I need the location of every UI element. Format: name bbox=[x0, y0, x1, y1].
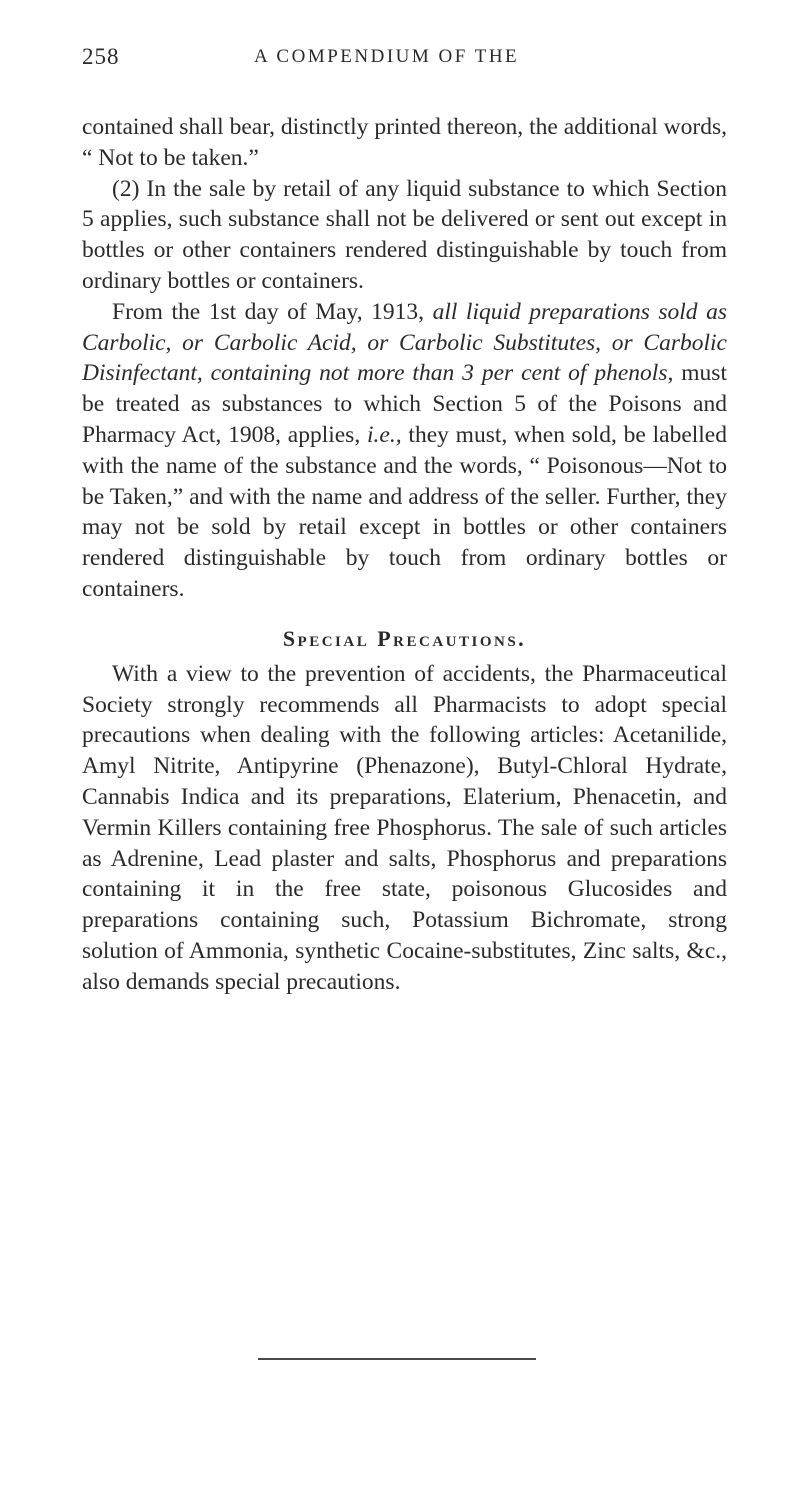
carbolic-labelling-text: they must, when sold, be labelled with the name of the substance and the words, “ Poisonous—Not to be Taken,” and with the name and address of the seller. Further, they may not be sold by retail except in bottles or other containers rendered distinguishable by touch from ordinary bottles or containers. bbox=[82, 421, 727, 602]
carbolic-section-text: must be treated as substances to which Section 5 of the Poisons and Pharmacy Act, 1908, applies, bbox=[82, 360, 727, 448]
page-number: 258 bbox=[82, 44, 120, 69]
paragraph-continuation: contained shall bear, distinctly printed thereon, the additional words, “ Not to be taken.” bbox=[82, 114, 727, 171]
carbolic-date-text: From the 1st day of May, 1913, bbox=[112, 298, 425, 325]
body-text bbox=[82, 112, 727, 998]
paragraph-special-precautions: With a view to the prevention of accidents, the Pharmaceutical Society strongly recommends all Pharmacists to adopt special precautions when dealing with the following articles: Acetanilide, Amyl Nitrite, Antipyrine (Phenazone), Butyl-Chloral Hydrate, Cannabis Indica and its preparations, Elaterium, Phenacetin, and Vermin Killers containing free Phosphorus. The sale of such articles as Adrenine, Lead plaster and salts, Phosphorus and preparations containing it in the free state, poisonous Glucosides and preparations containing such, Potassium Bichromate, strong solution of Ammonia, synthetic Cocaine-substitutes, Zinc salts, &c., also demands special precautions. bbox=[82, 660, 727, 995]
paragraph-carbolic-rule bbox=[82, 297, 727, 605]
carbolic-preparations-italic: all liquid preparations sold as Carbolic, or Carbolic Acid, or Carbolic Substitutes, or Carbolic Disinfectant, containing not more than 3 per cent of phenols, bbox=[82, 298, 727, 387]
running-header bbox=[82, 44, 742, 80]
ie-abbreviation-italic: i.e., bbox=[367, 421, 402, 448]
paragraph-liquid-sale-rule: (2) In the sale by retail of any liquid substance to which Section 5 applies, such substance shall not be delivered or sent out except in bottles or other containers rendered distinguishable by touch from ordinary bottles or containers. bbox=[82, 175, 727, 294]
section-end-rule bbox=[258, 1358, 536, 1360]
section-heading-special-precautions: Special Precautions. bbox=[282, 625, 527, 651]
running-title: A COMPENDIUM OF THE bbox=[254, 46, 520, 67]
